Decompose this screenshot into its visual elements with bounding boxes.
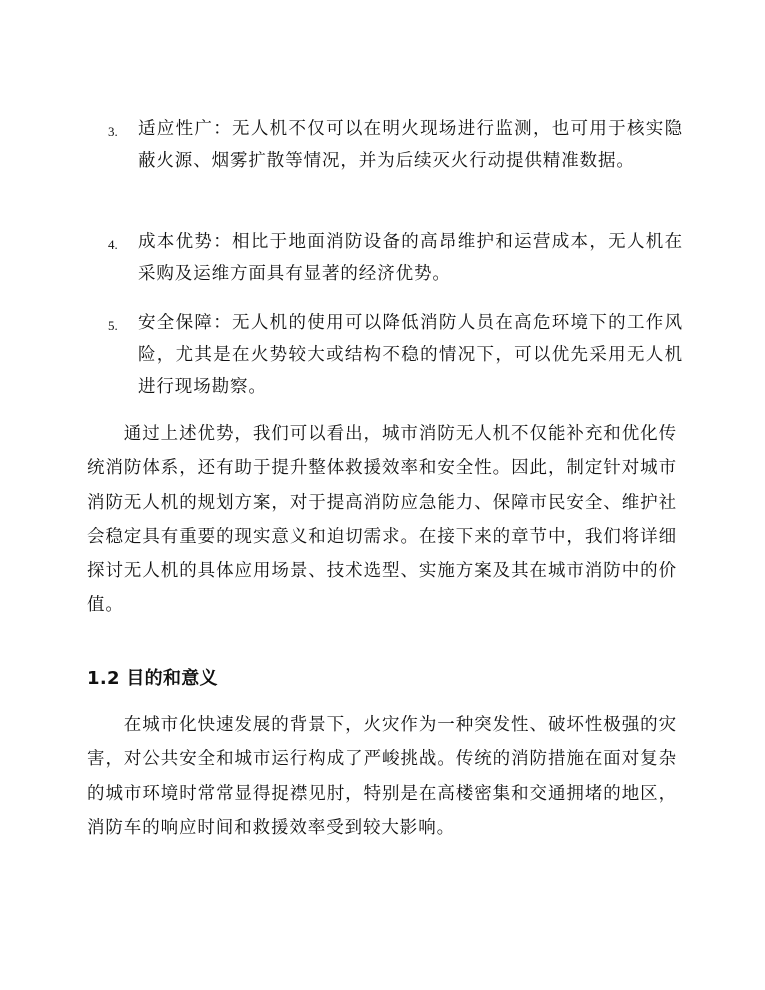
list-number: 4. <box>108 237 118 252</box>
list-item-text: 成本优势：相比于地面消防设备的高昂维护和运营成本，无人机在采购及运维方面具有显著的经济优势。 <box>138 232 683 284</box>
list-item-text: 安全保障：无人机的使用可以降低消防人员在高危环境下的工作风险，尤其是在火势较大或结构不稳的情况下，可以优先采用无人机进行现场勘察。 <box>138 313 683 397</box>
list-number: 3. <box>108 124 118 139</box>
list-item-text: 适应性广：无人机不仅可以在明火现场进行监测，也可用于核实隐蔽火源、烟雾扩散等情况，并为后续灭火行动提供精准数据。 <box>138 119 683 171</box>
body-paragraph: 通过上述优势，我们可以看出，城市消防无人机不仅能补充和优化传统消防体系，还有助于提升整体救援效率和安全性。因此，制定针对城市消防无人机的规划方案，对于提高消防应急能力、保障市民安全、维护社会稳定具有重要的现实意义和迫切需求。在接下来的章节中，我们将详细探讨无人机的具体应用场景、技术选型、实施方案及其在城市消防中的价值。 <box>87 424 677 616</box>
list-number: 5. <box>108 318 118 333</box>
section-heading: 1.2 目的和意义 <box>87 668 218 689</box>
body-paragraph: 在城市化快速发展的背景下，火灾作为一种突发性、破坏性极强的灾害，对公共安全和城市运行构成了严峻挑战。传统的消防措施在面对复杂的城市环境时常常显得捉襟见肘，特别是在高楼密集和交通拥堵的地区，消防车的响应时间和救援效率受到较大影响。 <box>87 715 677 838</box>
